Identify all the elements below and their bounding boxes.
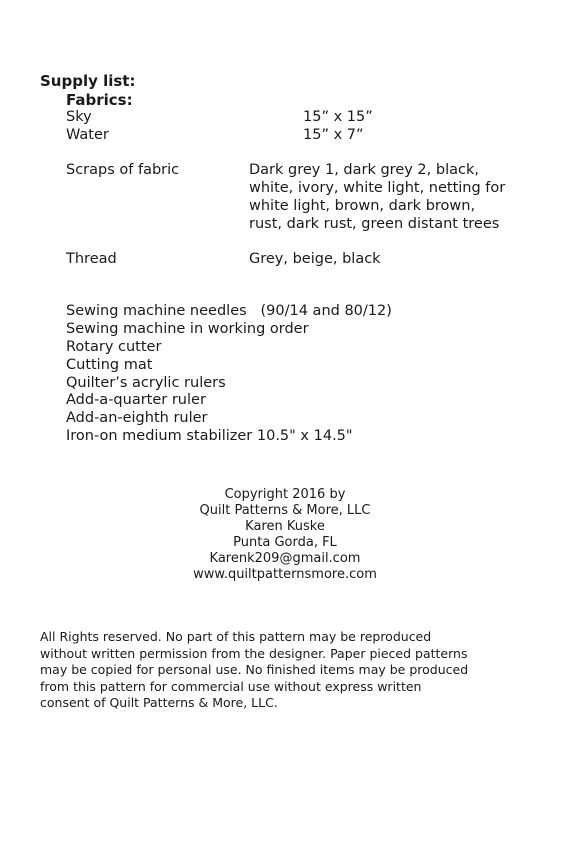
tool-item: Sewing machine in working order <box>66 321 309 337</box>
supply-list-title: Supply list: <box>40 72 136 90</box>
rights-line: All Rights reserved. No part of this pattern may be reproduced <box>40 629 432 644</box>
rights-line: consent of Quilt Patterns & More, LLC. <box>40 695 278 710</box>
fabric-label-sky: Sky <box>66 109 92 125</box>
tool-item: Quilter’s acrylic rulers <box>66 375 226 391</box>
scraps-line: white, ivory, white light, netting for <box>249 180 506 196</box>
tool-item: Add-a-quarter ruler <box>66 392 206 408</box>
scraps-label: Scraps of fabric <box>66 162 180 178</box>
copyright-email: Karenk209@gmail.com <box>209 551 361 566</box>
tool-item: Iron-on medium stabilizer 10.5" x 14.5" <box>66 428 353 444</box>
scraps-line: Dark grey 1, dark grey 2, black, <box>249 162 479 178</box>
rights-line: may be copied for personal use. No finished items may be produced <box>40 662 469 677</box>
tool-item: Rotary cutter <box>66 339 162 355</box>
fabrics-heading: Fabrics: <box>66 91 133 109</box>
fabric-value-sky: 15” x 15” <box>303 109 373 125</box>
tool-item: Add-an-eighth ruler <box>66 410 208 426</box>
fabric-value-water: 15” x 7” <box>303 127 364 143</box>
thread-value: Grey, beige, black <box>249 251 381 267</box>
copyright-line: Copyright 2016 by <box>224 487 346 502</box>
thread-label: Thread <box>66 251 117 267</box>
copyright-company: Quilt Patterns & More, LLC <box>199 503 371 518</box>
tool-item: Cutting mat <box>66 357 153 373</box>
scraps-line: white light, brown, dark brown, <box>249 198 476 214</box>
copyright-location: Punta Gorda, FL <box>233 535 337 550</box>
scraps-line: rust, dark rust, green distant trees <box>249 216 500 232</box>
rights-line: without written permission from the designer. Paper pieced patterns <box>40 645 468 661</box>
rights-line: from this pattern for commercial use without express written <box>40 678 422 694</box>
copyright-author: Karen Kuske <box>245 519 325 534</box>
fabric-label-water: Water <box>66 127 109 143</box>
copyright-website: www.quiltpatternsmore.com <box>193 567 377 582</box>
tool-item: Sewing machine needles (90/14 and 80/12) <box>66 303 392 319</box>
